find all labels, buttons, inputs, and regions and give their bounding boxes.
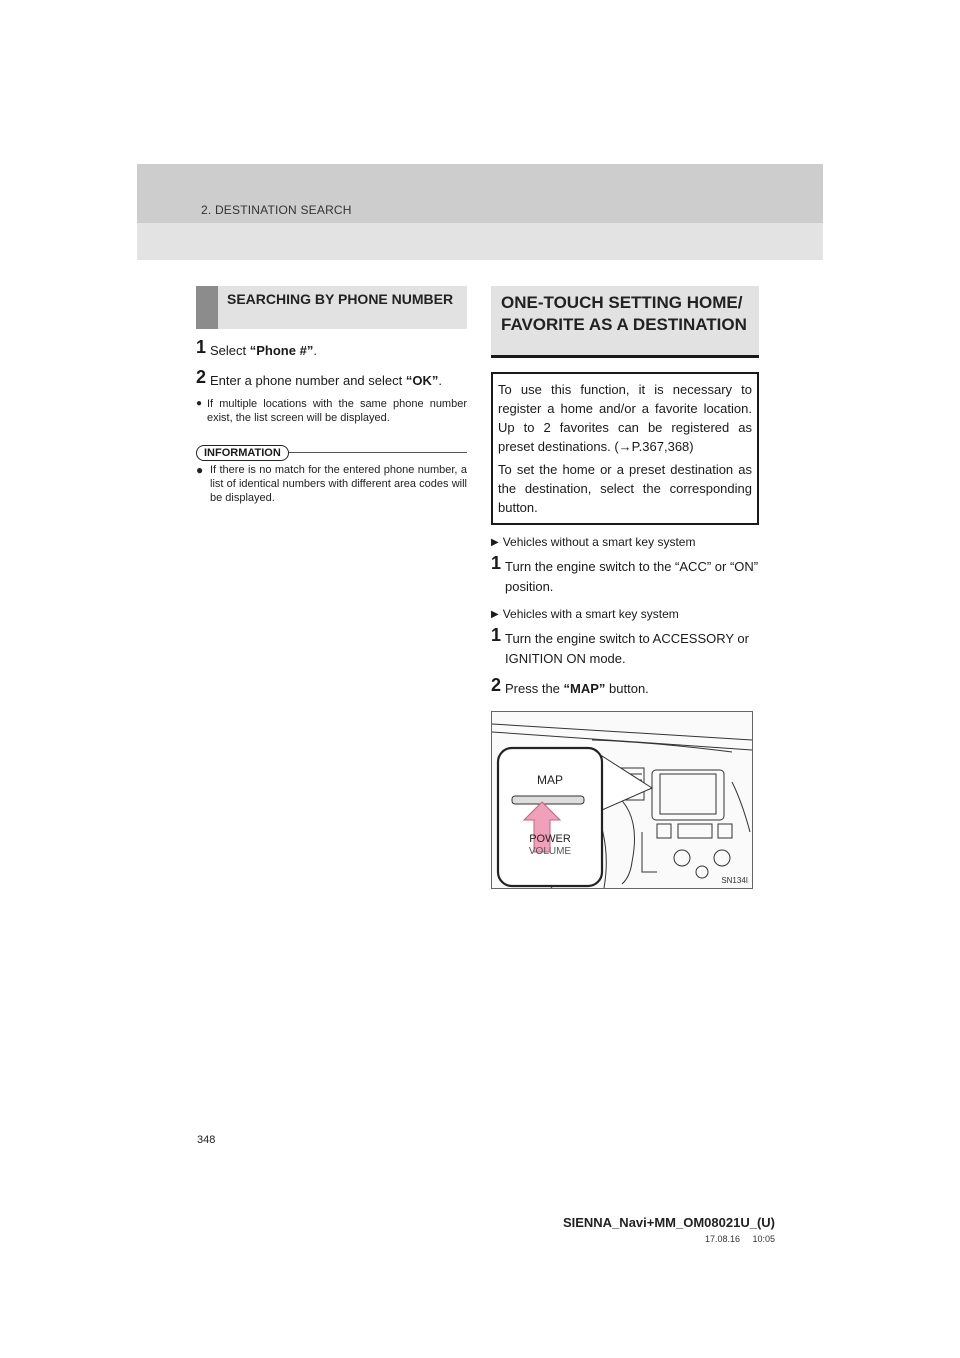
step-1 [196,337,467,361]
case-with-smart-key [491,607,759,621]
step-text: Select [210,343,250,358]
triangle-right-icon: ▶ [491,536,499,548]
case-label: Vehicles with a smart key system [502,607,679,621]
dashboard-illustration [491,711,753,889]
step-text-end: . [438,373,442,388]
section-title: 2. DESTINATION SEARCH [201,203,352,217]
case-without-smart-key [491,535,759,549]
step-2-press-map [491,675,759,699]
case2-step-1 [491,625,759,669]
step-number: 1 [491,625,502,645]
information-item [196,463,467,505]
page-number: 348 [197,1134,216,1146]
bullet-dot-icon: ● [196,398,203,409]
bullet-text: If multiple locations with the same phone number exist, the list screen will be displayed. [207,398,467,424]
step-number: 1 [491,553,502,573]
info-text: If there is no match for the entered phone number, a list of identical numbers with different area codes will be displayed. [210,464,467,504]
note-paragraph-1: To use this function, it is necessary to register a home and/or a favorite location. Up to 2 favorites can be registered as preset destinations. (→P.367,368) [498,382,752,454]
power-label-text: POWER [529,833,571,845]
figure-code: SN134I [721,876,748,885]
dashboard-drawing [492,712,752,888]
step-text: Press the [505,681,564,696]
volume-label-text: VOLUME [528,846,572,857]
step-text: Turn the engine switch to the “ACC” or “ON” position. [505,559,759,594]
note-paragraph-2: To set the home or a preset destination as the destination, select the corresponding button. [498,462,752,515]
footer-model-code: SIENNA_Navi+MM_OM08021U_(U) [562,1215,775,1230]
step-text-end: button. [605,681,649,696]
heading-text: SEARCHING BY PHONE NUMBER [227,291,454,307]
section-heading-one-touch [491,286,759,358]
case-label: Vehicles without a smart key system [502,535,696,549]
info-dot-icon: ● [196,463,204,477]
step-number: 2 [491,675,502,695]
heading-text: ONE-TOUCH SETTING HOME/ FAVORITE AS A DESTINATION [501,293,747,334]
case1-step-1 [491,553,759,597]
left-column [196,286,467,505]
step-keyword: “MAP” [563,681,606,696]
map-label-text: MAP [536,773,564,787]
footer-timestamp: 17.08.16 10:05 [704,1234,775,1244]
step-text: Enter a phone number and select [210,373,406,388]
triangle-right-icon: ▶ [491,608,499,620]
note-box [491,372,759,525]
step-keyword: “Phone #” [249,343,314,358]
step-number: 1 [196,337,207,357]
step-text: Turn the engine switch to ACCESSORY or IGNITION ON mode. [505,631,749,666]
step-number: 2 [196,367,207,387]
header-top-bar [137,164,823,223]
step-text-end: . [313,343,317,358]
header-band [137,164,823,260]
right-column [491,286,759,889]
step-keyword: “OK” [405,373,439,388]
information-tag: INFORMATION [196,445,289,461]
bullet-note [196,397,467,425]
section-heading-phone [196,286,467,329]
step-2 [196,367,467,391]
